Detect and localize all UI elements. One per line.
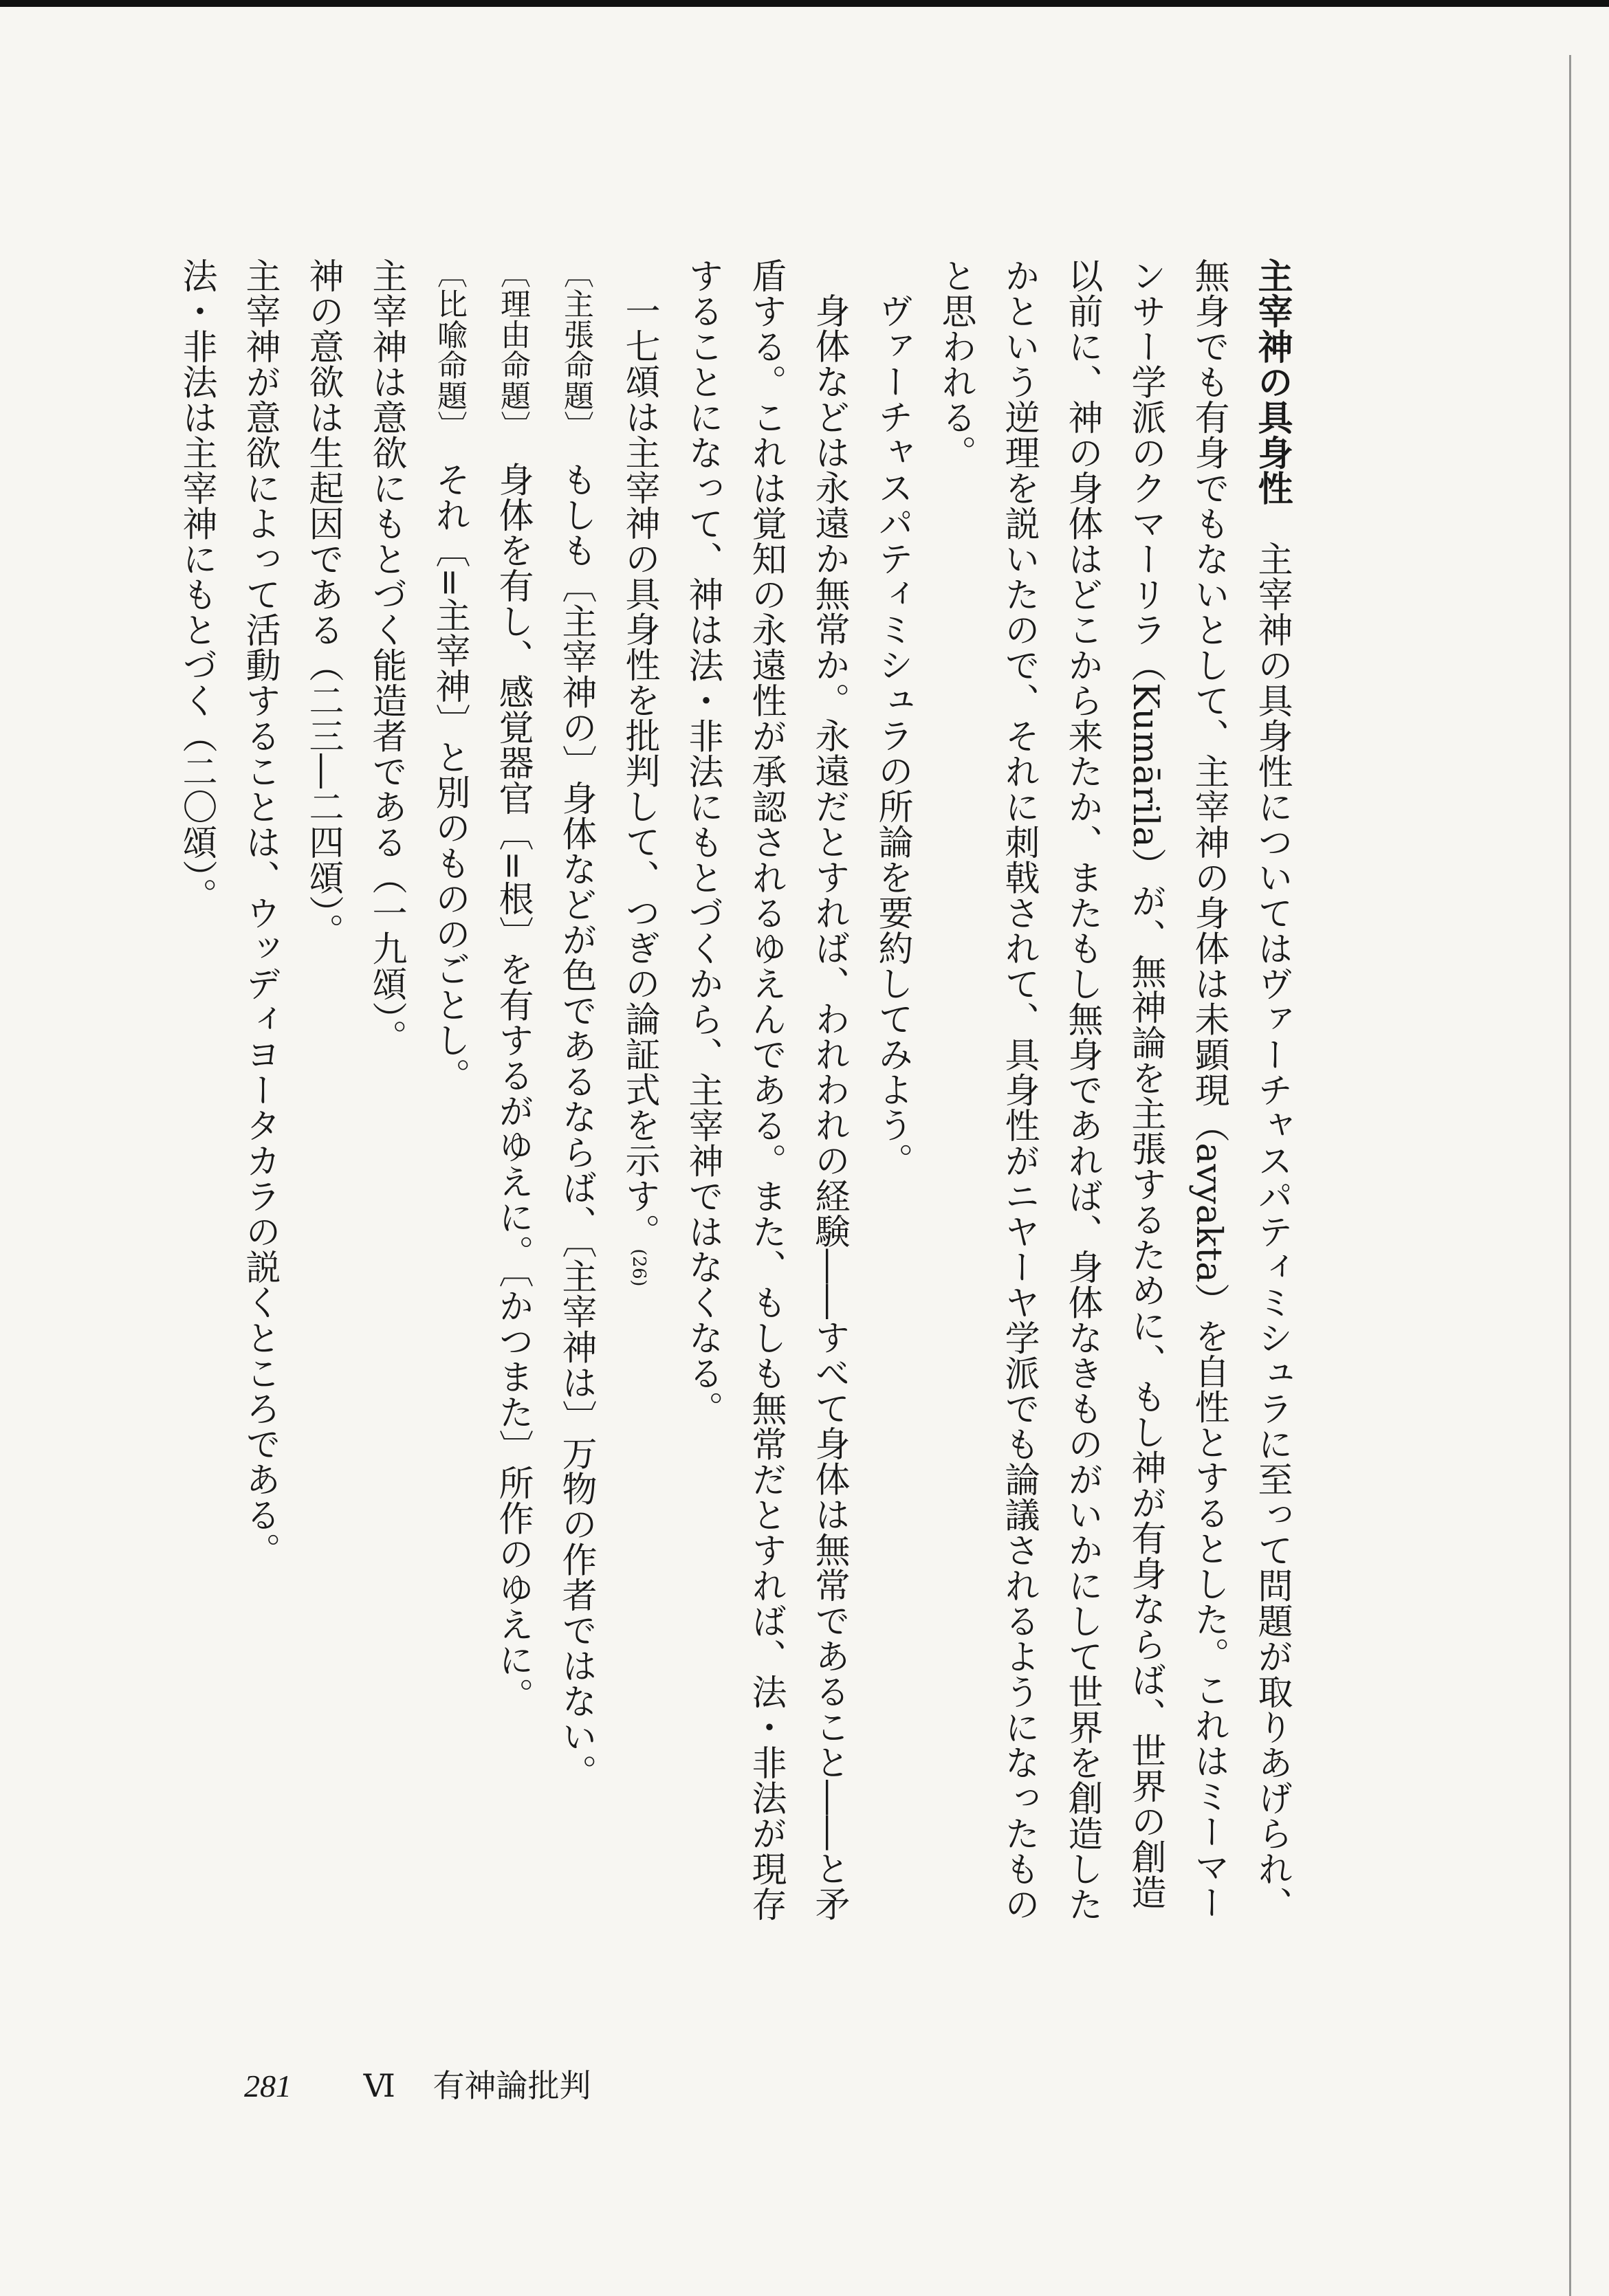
chapter-number: Ⅵ — [363, 2067, 395, 2104]
note-reference: (26) — [628, 1248, 649, 1287]
statement-text: 法・非法は主宰神にもとづく（二〇頌）。 — [176, 258, 217, 913]
statement-text: 主宰神が意欲によって活動することは、ウッディヨータカラの説くところである。 — [239, 258, 280, 1568]
page-number: 281 — [244, 2068, 292, 2104]
statement — [291, 258, 354, 1942]
paragraph-text: 身体などは永遠か無常か。永遠だとすれば、われわれの経験――すべて身体は無常であること――と矛盾する。これは覚知の永遠性が承認されるゆえんである。また、もしも無常だとすれば、法・非法が現存することになって、神は法・非法にもとづくから、主宰神ではなくなる。 — [682, 258, 849, 1922]
section-heading: 主宰神の具身性 — [1251, 258, 1292, 506]
proposition-text: もしも〔主宰神の〕身体などが色であるならば、〔主宰神は〕万物の作者ではない。 — [556, 461, 596, 1789]
proposition-label: 〔理由命題〕 — [495, 258, 530, 426]
chapter-title: 有神論批判 — [433, 2067, 591, 2104]
proposition-text: それ〔=主宰神〕と別のもののごとし。 — [429, 461, 470, 1094]
statement-text: 神の意欲は生起因である（二三―二四頌）。 — [303, 258, 343, 949]
paragraph-text: ヴァーチャスパティミシュラの所論を要約してみよう。 — [872, 293, 912, 1178]
statement — [354, 258, 417, 1942]
paragraph-text: 一七頌は主宰神の具身性を批判して、つぎの論証式を示す。 — [619, 293, 659, 1249]
statement — [228, 258, 291, 1942]
statement — [164, 258, 228, 1942]
syllogism-item — [544, 258, 607, 1942]
syllogism-item — [417, 258, 481, 1942]
proposition-label: 〔比喩命題〕 — [432, 258, 467, 426]
syllogism-item — [481, 258, 544, 1942]
top-rule — [0, 0, 1609, 7]
paragraph — [670, 258, 860, 1942]
paragraph — [860, 258, 923, 1942]
statement-text: 主宰神は意欲にもとづく能造者である（一九頌）。 — [366, 258, 406, 1055]
proposition-text: 身体を有し、感覚器官〔=根〕を有するがゆえに。〔かつまた〕所作のゆえに。 — [492, 461, 533, 1713]
page-footer — [244, 2061, 591, 2106]
body-text — [164, 258, 1303, 1942]
paragraph-heading — [923, 258, 1303, 1942]
proposition-label: 〔主張命題〕 — [558, 258, 593, 426]
paragraph-text: 主宰神の具身性についてはヴァーチャスパティミシュラに至って問題が取りあげられ、無身でも有身でもないとして、主宰神の身体は未顕現（avyakta）を自性とするとした。これはミーマーンサー学派のクマーリラ（Kumārila）が、無神論を主張するために、もし神が有身ならば、世界の創造以前に、神の身体はどこから来たか、またもし無身であれば、身体なきものがいかにして世界を創造したかという逆理を説いたので、それに刺戟されて、具身性がニヤーヤ学派でも論議されるようになったものと思われる。 — [935, 258, 1292, 1922]
paragraph — [607, 258, 670, 1942]
binding-edge-line — [1569, 55, 1571, 2296]
